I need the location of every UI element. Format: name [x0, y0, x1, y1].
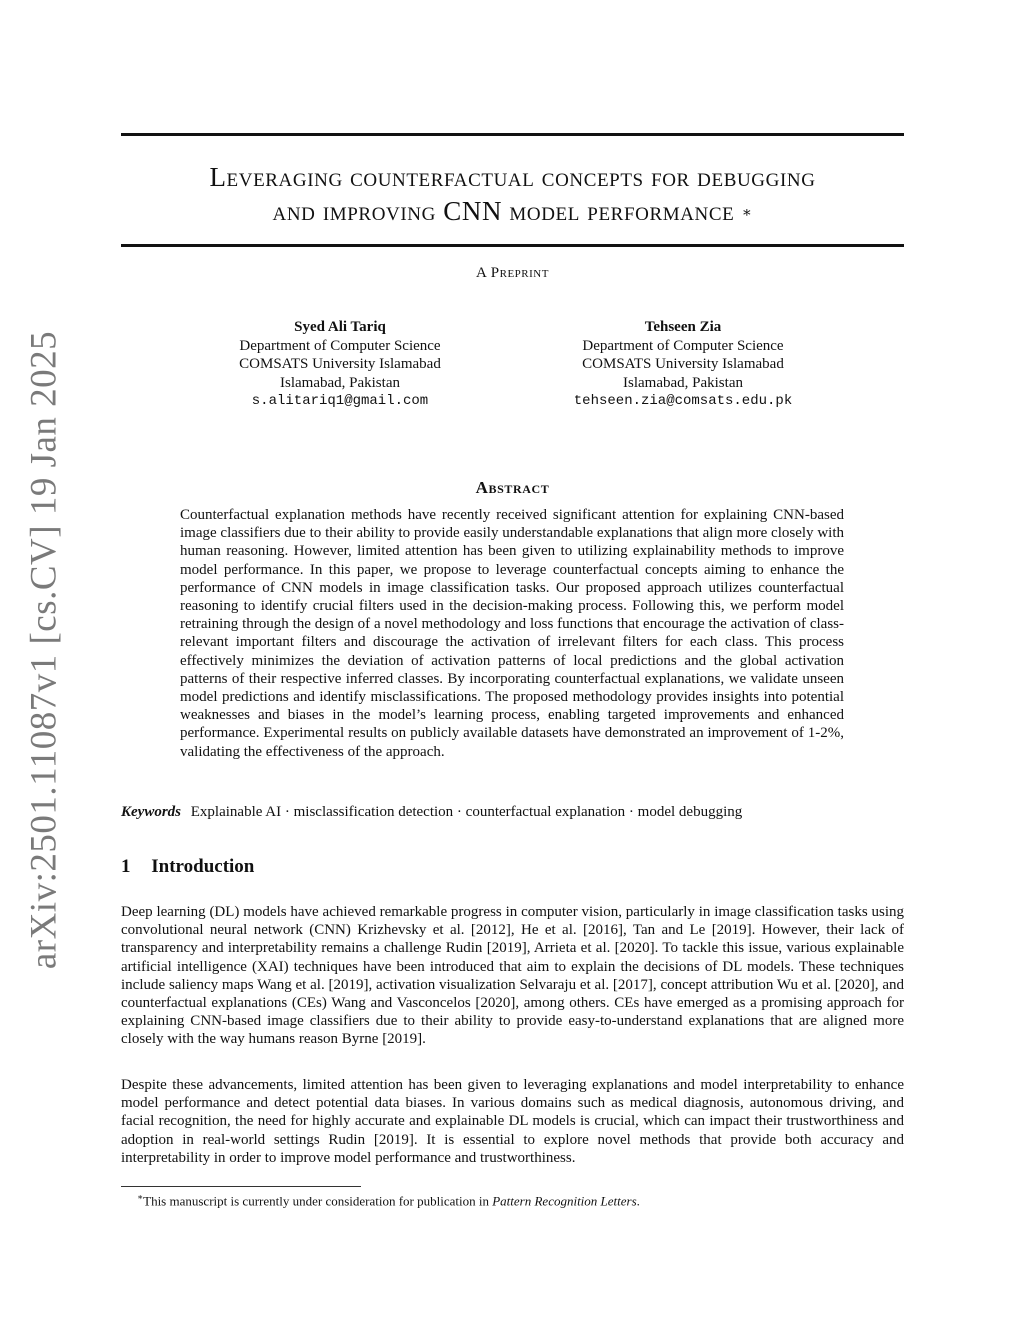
author-location: Islamabad, Pakistan	[623, 374, 743, 391]
paper-title	[121, 160, 904, 228]
author-email[interactable]: s.alitariq1@gmail.com	[251, 393, 429, 409]
intro-paragraph-1: Deep learning (DL) models have achieved remarkable progress in computer vision, particularly in image classification tasks using convolutional neural network (CNN) Krizhevsky et al. [2012], He et al. [2016], Tan and Le [2019]. However, their lack of transparency and interpretability remains a challenge Rudin [2019], Arrieta et al. [2020]. To tackle this issue, various explainable artificial intelligence (XAI) techniques have been introduced that aim to explain the decisions of DL models. These techniques include saliency maps Wang et al. [2019], activation visualization Selvaraju et al. [2017], concept attribution Wu et al. [2020], and counterfactual explanations (CEs) Wang and Vasconcelos [2020], among others. CEs have emerged as a promising approach for explaining CNN-based image classifiers due to their ability to provide easy-to-understand explanations that are aligned more closely with the way humans reason Byrne [2019].	[121, 904, 904, 1048]
author-location: Islamabad, Pakistan	[280, 374, 400, 391]
footnote-venue: Pattern Recognition Letters	[492, 1193, 637, 1209]
keywords-text: Explainable AI · misclassification detection · counterfactual explanation · model debugging	[190, 804, 743, 820]
title-line-1: Leveraging counterfactual concepts for debugging	[209, 162, 816, 192]
author-department: Department of Computer Science	[239, 337, 441, 354]
title-top-rule	[121, 133, 904, 136]
author-block-2	[533, 318, 833, 411]
section-number: 1	[121, 856, 131, 877]
author-university: COMSATS University Islamabad	[239, 356, 441, 372]
title-footnote-mark[interactable]: ∗	[741, 205, 753, 221]
footnote-rule	[121, 1186, 361, 1187]
footnote-text: This manuscript is currently under consideration for publication in	[143, 1193, 493, 1209]
author-email[interactable]: tehseen.zia@comsats.edu.pk	[573, 393, 793, 409]
section-title: Introduction	[151, 856, 255, 877]
keywords-label: Keywords	[121, 804, 181, 820]
author-name: Tehseen Zia	[644, 319, 722, 335]
footnote-mark: ∗	[137, 1192, 144, 1202]
intro-paragraph-2: Despite these advancements, limited attention has been given to leveraging explanations and model interpretability to enhance model performance and detect potential data biases. In various domains such as medical diagnosis, autonomous driving, and facial recognition, the need for highly accurate and explainable DL models is crucial, which can impact their trustworthiness and adoption in real-world settings Rudin [2019]. It is essential to explore novel methods that provide both accuracy and interpretability in order to improve model performance and trustworthiness.	[121, 1077, 904, 1166]
author-block-1	[190, 318, 490, 411]
preprint-label: A Preprint	[476, 265, 549, 281]
footnote	[137, 1192, 640, 1209]
footnote-end: .	[636, 1193, 640, 1209]
arxiv-id: arXiv:2501.11087v1 [cs.CV] 19 Jan 2025	[23, 330, 65, 970]
keywords	[121, 804, 904, 821]
arxiv-side-stamp	[0, 0, 80, 1325]
abstract-text: Counterfactual explanation methods have recently received significant attention for explaining CNN-based image classifiers due to their ability to provide easily understandable explanations that align more closely with human reasoning. However, limited attention has been given to utilizing explainability methods to improve model performance. In this paper, we propose to leverage counterfactual concepts aiming to enhance the performance of CNN models in image classification tasks. Our proposed approach utilizes counterfactual reasoning to identify crucial filters used in the decision-making process. Following this, we perform model retraining through the design of a novel methodology and loss functions that encourage the activation of class-relevant important filters and discourage the activation of irrelevant filters for each class. This process effectively minimizes the deviation of activation patterns of local predictions and the global activation patterns of their respective inferred classes. By incorporating counterfactual explanations, we validate unseen model predictions and identify misclassifications. The proposed methodology provides insights into potential weaknesses and biases in the model’s learning process, enabling targeted improvements and enhanced performance. Experimental results on publicly available datasets have demonstrated an improvement of 1-2%, validating the effectiveness of the approach.	[180, 507, 844, 760]
author-name: Syed Ali Tariq	[294, 319, 386, 335]
title-line-2: and improving CNN model performance ∗	[272, 196, 753, 226]
section-heading-introduction	[121, 856, 254, 878]
author-university: COMSATS University Islamabad	[582, 356, 784, 372]
abstract-heading: Abstract	[475, 478, 550, 497]
title-bottom-rule	[121, 244, 904, 247]
author-department: Department of Computer Science	[582, 337, 784, 354]
